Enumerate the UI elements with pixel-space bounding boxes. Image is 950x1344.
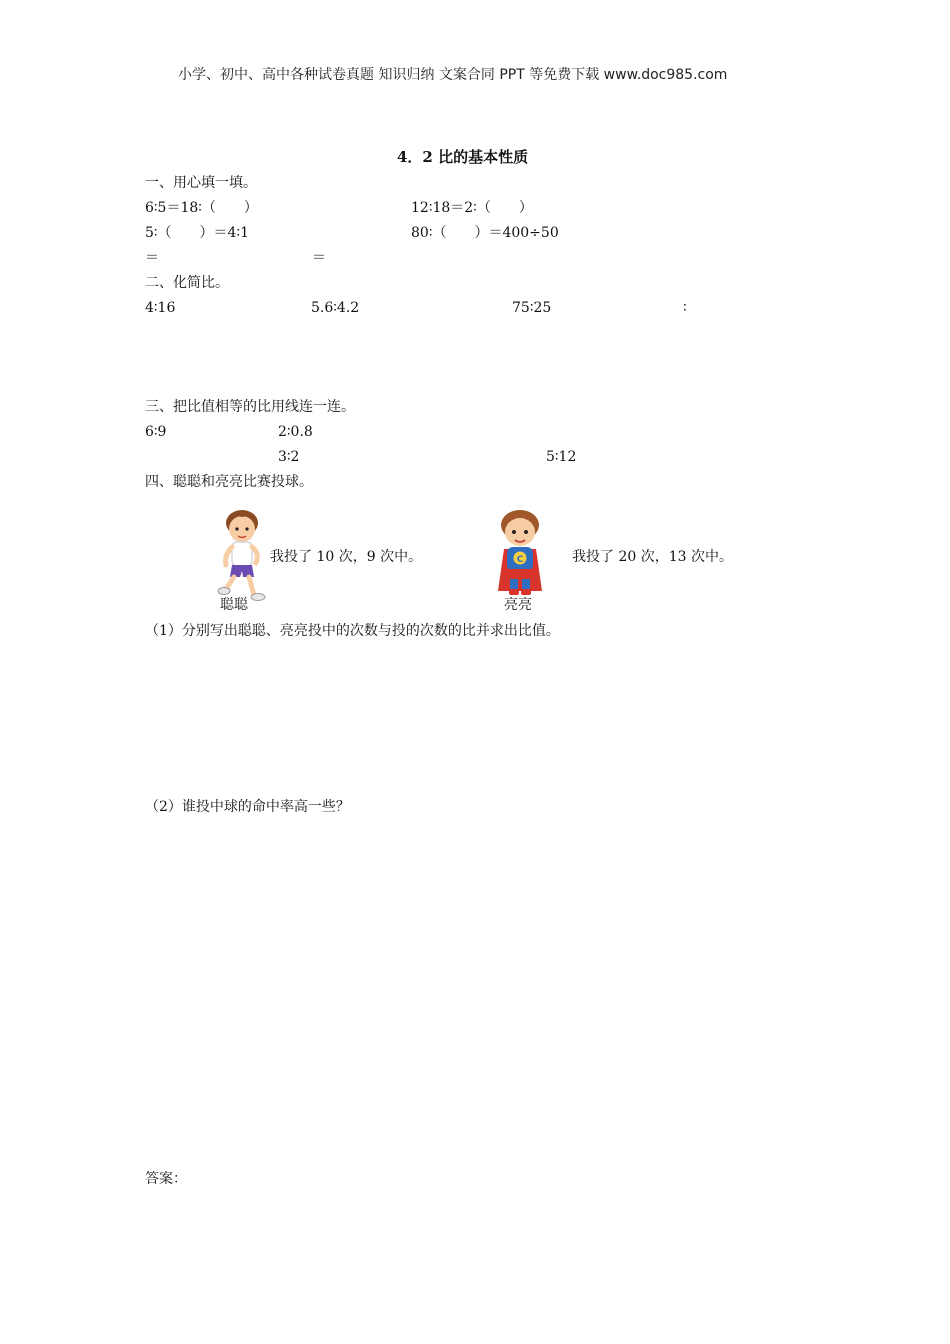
liangliang-illustration (490, 505, 550, 600)
section2-item: 5.6∶4.2 (311, 300, 360, 316)
section1-equals-2: ＝ (312, 250, 326, 266)
section3-ratio: 6∶9 (145, 424, 167, 440)
congcong-illustration (212, 505, 270, 605)
section2-item: ∶ (683, 300, 687, 316)
section3-ratio: 5∶12 (546, 449, 577, 465)
section4-question-2: （2）谁投中球的命中率高一些？ (145, 799, 350, 815)
section3-heading: 三、把比值相等的比用线连一连。 (145, 399, 355, 415)
liangliang-speech: 我投了 20 次，13 次中。 (572, 549, 733, 565)
liangliang-name: 亮亮 (504, 597, 532, 613)
section1-question-1: 6∶5＝18∶（ ） (145, 200, 258, 216)
answer-label: 答案： (145, 1171, 187, 1187)
section1-question-4: 80∶（ ）＝400÷50 (411, 225, 559, 241)
section1-question-3: 5∶（ ）＝4∶1 (145, 225, 250, 241)
congcong-speech: 我投了 10 次，9 次中。 (270, 549, 423, 565)
section4-question-1: （1）分别写出聪聪、亮亮投中的次数与投的次数的比并求出比值。 (145, 623, 560, 639)
svg-text:C: C (516, 555, 524, 565)
section4-heading: 四、聪聪和亮亮比赛投球。 (145, 474, 313, 490)
section3-ratio: 3∶2 (278, 449, 300, 465)
section1-heading: 一、用心填一填。 (145, 175, 257, 191)
page-header: 小学、初中、高中各种试卷真题 知识归纳 文案合同 PPT 等免费下载 www.doc985.com (178, 67, 728, 83)
section2-item: 75∶25 (512, 300, 552, 316)
section2-heading: 二、化简比。 (145, 275, 229, 291)
section1-question-2: 12∶18＝2∶（ ） (411, 200, 533, 216)
section1-equals-1: ＝ (145, 250, 159, 266)
congcong-name: 聪聪 (220, 597, 248, 613)
section3-ratio: 2∶0.8 (278, 424, 313, 440)
section2-item: 4∶16 (145, 300, 176, 316)
worksheet-title: 4．2 比的基本性质 (397, 148, 529, 166)
